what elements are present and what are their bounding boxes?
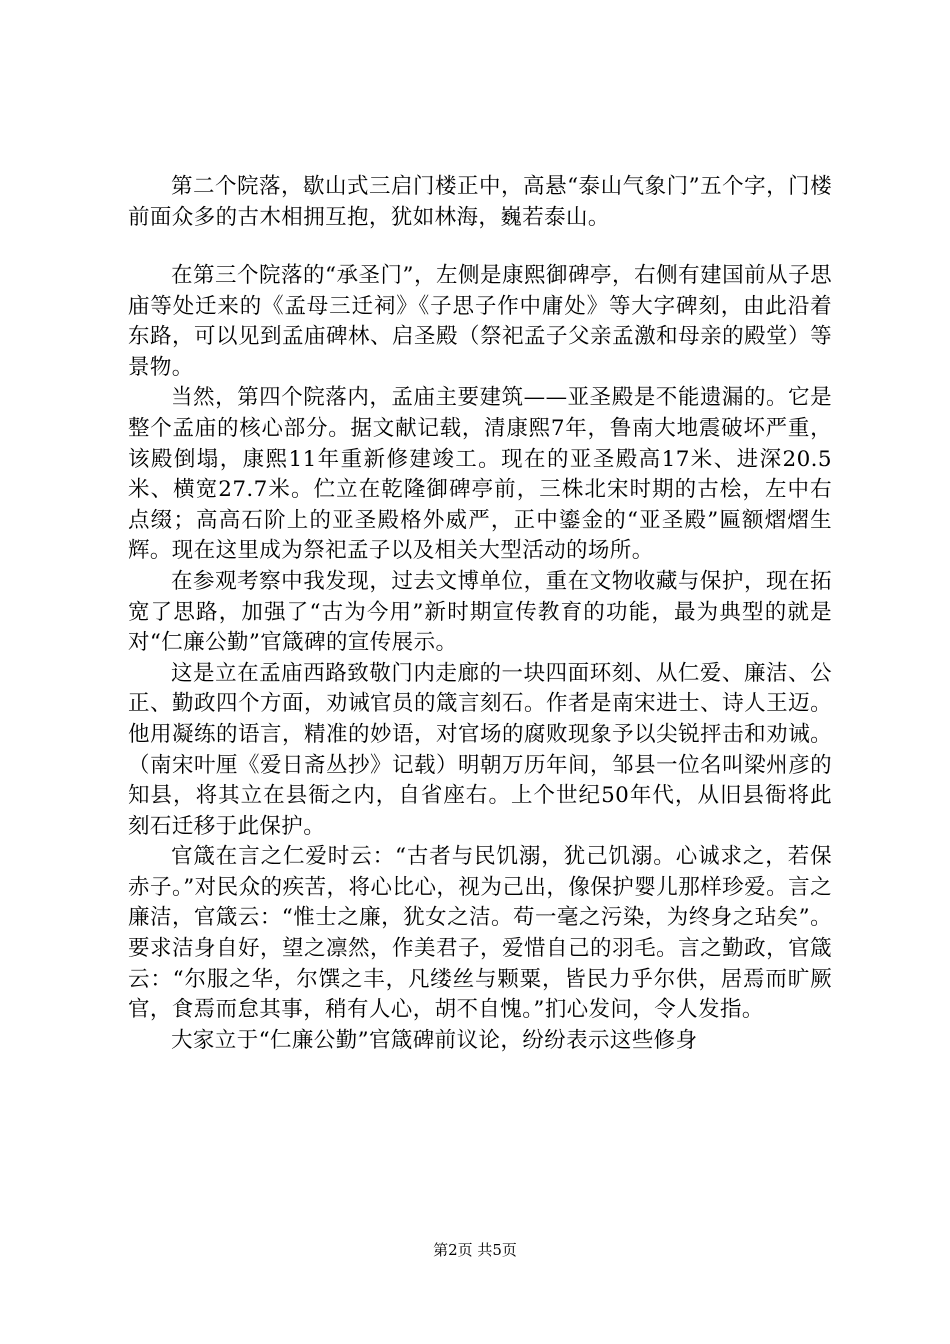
paragraph: 官箴在言之仁爱时云：“古者与民饥溺，犹己饥溺。心诚求之，若保赤子。”对民众的疾苦，将心比心，视为己出，像保护婴儿那样珍爱。言之廉洁，官箴云：“惟士之廉，犹女之洁。苟一毫之污染，为终身之玷矣”。要求洁身自好，望之凛然，作美君子，爱惜自己的羽毛。言之勤政，官箴云：“尔服之华，尔馔之丰，凡缕丝与颗粟，皆民力乎尔供，居焉而旷厥官，食焉而怠其事，稍有人心，胡不自愧。”扪心发问，令人发指。 xyxy=(128,844,832,1023)
page-number-footer: 第2页 共5页 xyxy=(433,1241,517,1259)
paragraph: 在参观考察中我发现，过去文博单位，重在文物收藏与保护，现在拓宽了思路，加强了“古为今用”新时期宣传教育的功能，最为典型的就是对“仁廉公勤”官箴碑的宣传展示。 xyxy=(128,568,832,656)
paragraph: 这是立在孟庙西路致敬门内走廊的一块四面环刻、从仁爱、廉洁、公正、勤政四个方面，劝诫官员的箴言刻石。作者是南宋进士、诗人王迈。他用凝练的语言，精准的妙语，对官场的腐败现象予以尖锐抨击和劝诫。（南宋叶厘《爱日斋丛抄》记载）明朝万历年间，邹县一位名叫梁州彦的知县，将其立在县衙之内，自省座右。上个世纪50年代，从旧县衙将此刻石迁移于此保护。 xyxy=(128,660,832,839)
paragraph: 当然，第四个院落内，孟庙主要建筑——亚圣殿是不能遗漏的。它是整个孟庙的核心部分。据文献记载，清康熙7年，鲁南大地震破坏严重，该殿倒塌，康熙11年重新修建竣工。现在的亚圣殿高17米、进深20.5米、横宽27.7米。伫立在乾隆御碑亭前，三株北宋时期的古桧，左中右点缀；高高石阶上的亚圣殿格外威严，正中鎏金的“亚圣殿”匾额熠熠生辉。现在这里成为祭祀孟子以及相关大型活动的场所。 xyxy=(128,385,832,564)
body-text-section-2 xyxy=(128,261,832,1056)
paragraph: 大家立于“仁廉公勤”官箴碑前议论，纷纷表示这些修身 xyxy=(171,1027,698,1053)
body-text-section-1 xyxy=(128,172,832,233)
paragraph: 第二个院落，歇山式三启门楼正中，高悬“泰山气象门”五个字，门楼前面众多的古木相拥互抱，犹如林海，巍若泰山。 xyxy=(128,174,832,230)
paragraph: 在第三个院落的“承圣门”，左侧是康熙御碑亭，右侧有建国前从子思庙等处迁来的《孟母三迁祠》《子思子作中庸处》等大字碑刻，由此沿着东路，可以见到孟庙碑林、启圣殿（祭祀孟子父亲孟激和母亲的殿堂）等景物。 xyxy=(128,263,832,380)
